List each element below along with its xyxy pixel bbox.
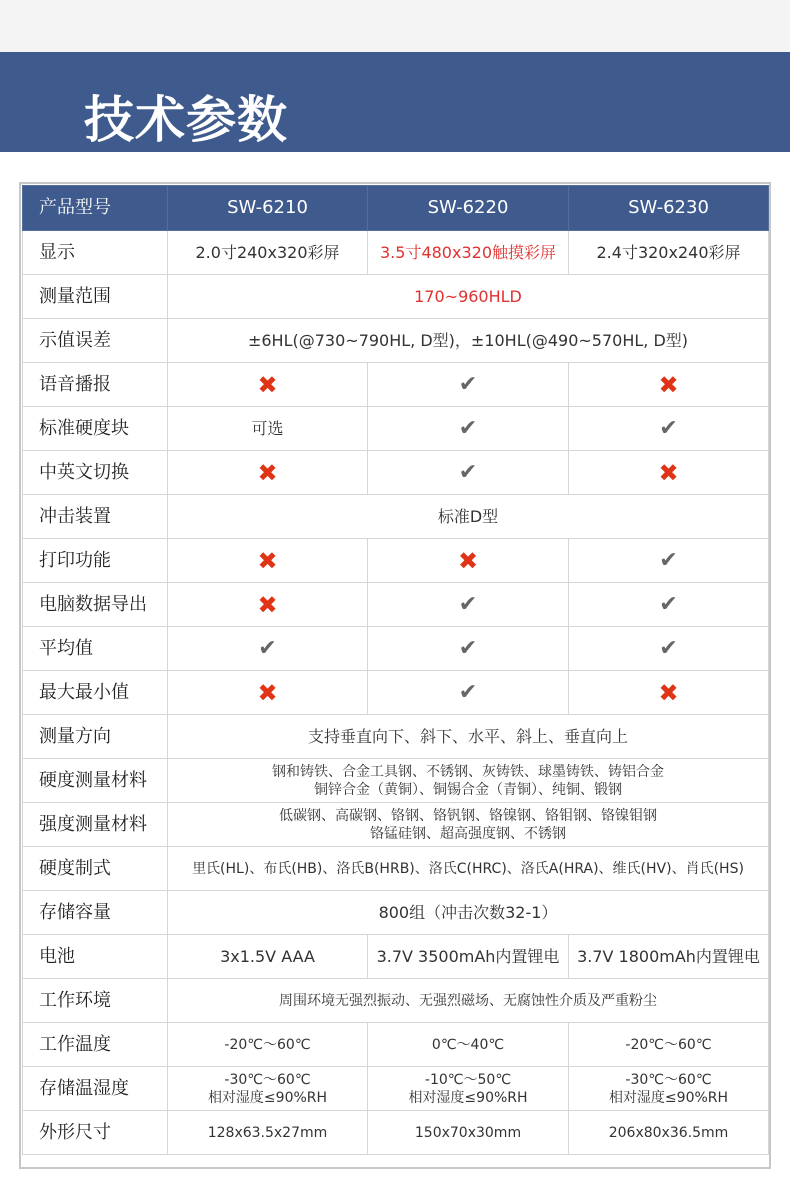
row-store-temp (23, 1067, 769, 1111)
cross-icon: ✖ (658, 370, 679, 399)
row-label: 硬度测量材料 (23, 759, 168, 803)
cell-value: 206x80x36.5mm (569, 1111, 769, 1155)
cell-value: -20℃～60℃ (569, 1023, 769, 1067)
text-line: 相对湿度≤90%RH (207, 1089, 328, 1106)
row-label: 测量范围 (23, 275, 168, 319)
row-label: 外形尺寸 (23, 1111, 168, 1155)
cell-value-highlight: 170~960HLD (168, 275, 769, 319)
cell-value: 3.7V 3500mAh内置锂电 (368, 935, 569, 979)
row-display (23, 231, 769, 275)
cross-icon: ✖ (257, 458, 278, 487)
text-line: 相对湿度≤90%RH (408, 1089, 528, 1106)
row-label: 工作温度 (23, 1023, 168, 1067)
feature-cell (368, 451, 569, 495)
row-label: 工作环境 (23, 979, 168, 1023)
feature-cell (368, 407, 569, 451)
row-hardness-materials (23, 759, 769, 803)
row-avg (23, 627, 769, 671)
text-line: -30℃～60℃ (224, 1071, 311, 1088)
feature-cell (168, 539, 368, 583)
row-label: 硬度制式 (23, 847, 168, 891)
feature-cell (168, 363, 368, 407)
cell-value: 周围环境无强烈振动、无强烈磁场、无腐蚀性介质及严重粉尘 (168, 979, 769, 1023)
cell-value: 里氏(HL)、布氏(HB)、洛氏B(HRB)、洛氏C(HRC)、洛氏A(HRA)、维氏(HV)、肖氏(HS) (168, 847, 769, 891)
feature-cell (569, 407, 769, 451)
cell-value-multiline (168, 1067, 368, 1111)
row-label: 测量方向 (23, 715, 168, 759)
cell-value: 800组（冲击次数32-1） (168, 891, 769, 935)
cross-icon: ✖ (658, 678, 679, 707)
row-storage (23, 891, 769, 935)
feature-cell (569, 363, 769, 407)
cell-value: 支持垂直向下、斜下、水平、斜上、垂直向上 (168, 715, 769, 759)
feature-cell (368, 583, 569, 627)
model-sw6230: SW-6230 (569, 186, 769, 231)
model-sw6210: SW-6210 (168, 186, 368, 231)
row-label: 存储温湿度 (23, 1067, 168, 1111)
text-line: 铜锌合金（黄铜）、铜锡合金（青铜）、纯铜、锻钢 (314, 781, 622, 798)
text-line: -10℃～50℃ (424, 1071, 512, 1088)
row-size (23, 1111, 769, 1155)
feature-cell (569, 539, 769, 583)
cell-value-multiline (569, 1067, 769, 1111)
cell-value-highlight: 3.5寸480x320触摸彩屏 (368, 231, 569, 275)
cross-icon: ✖ (658, 458, 679, 487)
row-label: 显示 (23, 231, 168, 275)
row-label: 电脑数据导出 (23, 583, 168, 627)
row-label: 打印功能 (23, 539, 168, 583)
cell-value: 128x63.5x27mm (168, 1111, 368, 1155)
check-icon: ✔ (659, 415, 678, 441)
header-row (23, 186, 769, 231)
model-sw6220: SW-6220 (368, 186, 569, 231)
row-work-temp (23, 1023, 769, 1067)
cell-value: 2.4寸320x240彩屏 (569, 231, 769, 275)
cross-icon: ✖ (257, 370, 278, 399)
check-icon: ✔ (659, 635, 678, 661)
row-label: 冲击装置 (23, 495, 168, 539)
row-impact (23, 495, 769, 539)
text-line: 钢和铸铁、合金工具钢、不锈钢、灰铸铁、球墨铸铁、铸铝合金 (272, 763, 664, 780)
check-icon: ✔ (458, 591, 478, 617)
cell-value-multiline (168, 803, 769, 847)
row-scale (23, 847, 769, 891)
row-range (23, 275, 769, 319)
feature-cell (368, 671, 569, 715)
feature-cell (368, 539, 569, 583)
row-label: 平均值 (23, 627, 168, 671)
feature-cell (168, 671, 368, 715)
row-maxmin (23, 671, 769, 715)
row-print (23, 539, 769, 583)
text-line: 铬锰硅钢、超高强度钢、不锈钢 (370, 825, 566, 842)
cross-icon: ✖ (257, 590, 278, 619)
row-label: 标准硬度块 (23, 407, 168, 451)
cross-icon: ✖ (457, 546, 479, 575)
row-label: 示值误差 (23, 319, 168, 363)
row-block (23, 407, 769, 451)
cell-value: -20℃～60℃ (168, 1023, 368, 1067)
check-icon: ✔ (458, 459, 478, 485)
cross-icon: ✖ (257, 546, 278, 575)
cell-value: 可选 (168, 407, 368, 451)
row-battery (23, 935, 769, 979)
check-icon: ✔ (659, 547, 678, 573)
check-icon: ✔ (458, 371, 478, 397)
cross-icon: ✖ (257, 678, 278, 707)
text-line: 相对湿度≤90%RH (608, 1089, 729, 1106)
row-error (23, 319, 769, 363)
row-label: 电池 (23, 935, 168, 979)
feature-cell (569, 671, 769, 715)
cell-value-multiline (368, 1067, 569, 1111)
cell-value: 3x1.5V AAA (168, 935, 368, 979)
cell-value: ±6HL(@730~790HL, D型)，±10HL(@490~570HL, D型) (168, 319, 769, 363)
check-icon: ✔ (659, 591, 678, 617)
cell-value: 150x70x30mm (368, 1111, 569, 1155)
feature-cell (168, 451, 368, 495)
title-banner (0, 52, 790, 152)
feature-cell (168, 627, 368, 671)
row-label: 存储容量 (23, 891, 168, 935)
top-gap (0, 0, 790, 52)
check-icon: ✔ (458, 679, 478, 705)
feature-cell (168, 583, 368, 627)
feature-cell (569, 451, 769, 495)
cell-value: 标准D型 (168, 495, 769, 539)
text-line: 低碳钢、高碳钢、铬钢、铬钒钢、铬镍钢、铬钼钢、铬镍钼钢 (279, 807, 657, 824)
feature-cell (569, 627, 769, 671)
row-export (23, 583, 769, 627)
cell-value: 2.0寸240x320彩屏 (168, 231, 368, 275)
row-direction (23, 715, 769, 759)
text-line: -30℃～60℃ (625, 1071, 712, 1088)
feature-cell (368, 363, 569, 407)
feature-cell (569, 583, 769, 627)
spec-table (22, 185, 769, 1155)
cell-value: 0℃～40℃ (368, 1023, 569, 1067)
row-label: 强度测量材料 (23, 803, 168, 847)
row-lang (23, 451, 769, 495)
row-voice (23, 363, 769, 407)
row-label: 语音播报 (23, 363, 168, 407)
row-label: 最大最小值 (23, 671, 168, 715)
cell-value-multiline (168, 759, 769, 803)
row-environment (23, 979, 769, 1023)
check-icon: ✔ (458, 635, 478, 661)
header-label: 产品型号 (23, 186, 168, 231)
cell-value: 3.7V 1800mAh内置锂电 (569, 935, 769, 979)
check-icon: ✔ (258, 635, 277, 661)
check-icon: ✔ (458, 415, 478, 441)
row-label: 中英文切换 (23, 451, 168, 495)
feature-cell (368, 627, 569, 671)
row-strength-materials (23, 803, 769, 847)
page-title: 技术参数 (84, 91, 288, 149)
